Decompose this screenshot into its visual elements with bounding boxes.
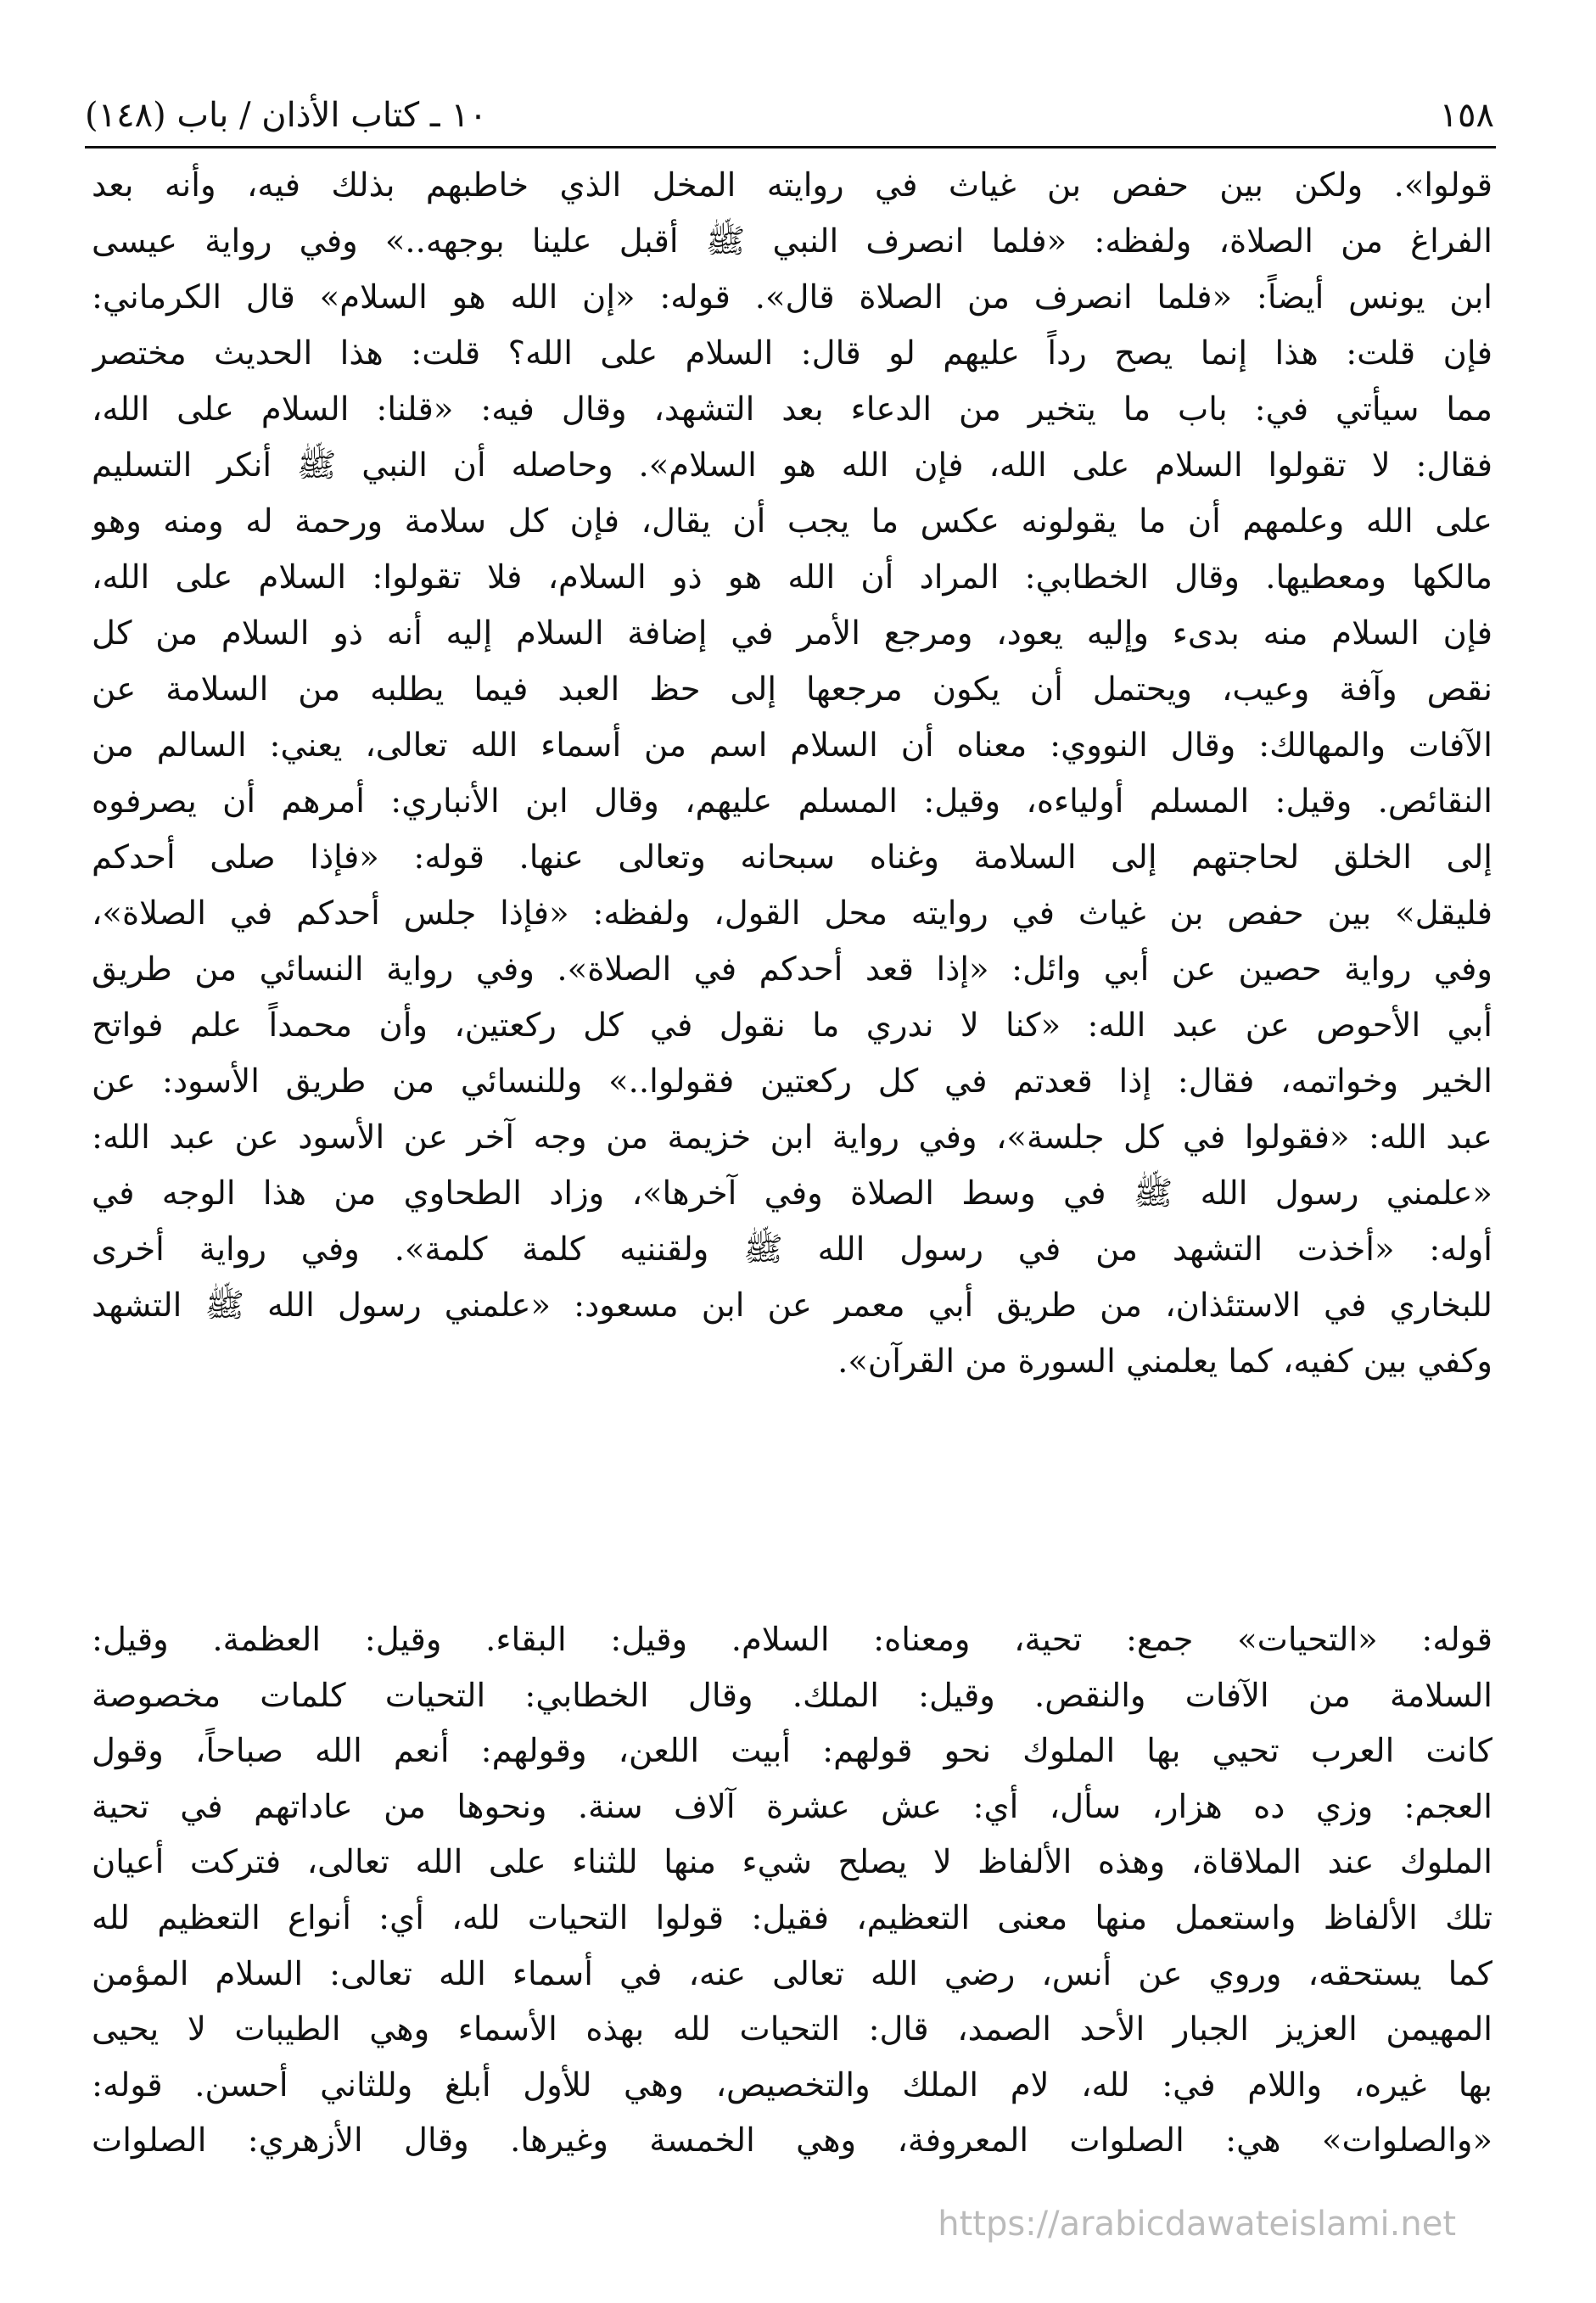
text-line: ابن يونس أيضاً: «فلما انصرف من الصلاة قال». قوله: «إن الله هو السلام» قال الكرماني: — [92, 278, 1492, 317]
commentary-paragraph-1 — [92, 158, 1492, 1390]
text-line: مالكها ومعطيها. وقال الخطابي: المراد أن الله هو ذو السلام، فلا تقولوا: السلام على الله، — [92, 558, 1492, 597]
page-number: ١٥٨ — [1439, 96, 1494, 135]
text-line: على الله وعلمهم أن ما يقولونه عكس ما يجب أن يقال، فإن كل سلامة ورحمة له ومنه وهو — [92, 502, 1492, 541]
text-line: وكفي بين كفيه، كما يعلمني السورة من القرآن». — [837, 1342, 1492, 1381]
text-line: الآفات والمهالك: وقال النووي: معناه أن السلام اسم من أسماء الله تعالى، يعني: السالم من — [92, 726, 1492, 765]
text-line: المهيمن العزيز الجبار الأحد الصمد، قال: التحيات لله بهذه الأسماء وهي الطيبات لا يحيى — [92, 2010, 1492, 2049]
commentary-paragraph-2 — [92, 1612, 1492, 2169]
text-line: أوله: «أخذت التشهد من في رسول الله ﷺ ولقننيه كلمة كلمة». وفي رواية أخرى — [92, 1230, 1492, 1269]
text-line: عبد الله: «فقولوا في كل جلسة»، وفي رواية ابن خزيمة من وجه آخر عن الأسود عن عبد الله: — [92, 1118, 1492, 1157]
text-line: السلامة من الآفات والنقص. وقيل: الملك. وقال الخطابي: التحيات كلمات مخصوصة — [92, 1676, 1492, 1715]
text-line: فإن السلام منه بدىء وإليه يعود، ومرجع الأمر في إضافة السلام إليه أنه ذو السلام من كل — [92, 614, 1492, 653]
text-line: قولوا». ولكن بين حفص بن غياث في روايته المخل الذي خاطبهم بذلك فيه، وأنه بعد — [92, 166, 1492, 205]
text-line: مما سيأتي في: باب ما يتخير من الدعاء بعد التشهد، وقال فيه: «قلنا: السلام على الله، — [92, 390, 1492, 429]
text-line: «والصلوات» هي: الصلوات المعروفة، وهي الخمسة وغيرها. وقال الأزهري: الصلوات — [92, 2121, 1492, 2160]
text-line: نقص وآفة وعيب، ويحتمل أن يكون مرجعها إلى حظ العبد فيما يطلبه من السلامة عن — [92, 670, 1492, 709]
text-line: وفي رواية حصين عن أبي وائل: «إذا قعد أحدكم في الصلاة». وفي رواية النسائي من طريق — [92, 950, 1492, 989]
text-line: العجم: وزي ده هزار، سأل، أي: عش عشرة آلاف سنة. ونحوها من عاداتهم في تحية — [92, 1787, 1492, 1826]
text-line: الفراغ من الصلاة، ولفظه: «فلما انصرف النبي ﷺ أقبل علينا بوجهه..» وفي رواية عيسى — [92, 222, 1492, 261]
text-line: كانت العرب تحيي بها الملوك نحو قولهم: أبيت اللعن، وقولهم: أنعم الله صباحاً، وقول — [92, 1732, 1492, 1771]
text-line: قوله: «التحيات» جمع: تحية، ومعناه: السلام. وقيل: البقاء. وقيل: العظمة. وقيل: — [92, 1621, 1492, 1659]
text-line: الخير وخواتمه، فقال: إذا قعدتم في كل ركعتين فقولوا..» وللنسائي من طريق الأسود: عن — [92, 1062, 1492, 1101]
website-watermark: https://arabicdawateislami.net — [938, 2205, 1456, 2244]
text-line: تلك الألفاظ واستعمل منها معنى التعظيم، فقيل: قولوا التحيات لله، أي: أنواع التعظيم لله — [92, 1898, 1492, 1937]
text-line: بها غيره، واللام في: لله، لام الملك والتخصيص، وهي للأول أبلغ وللثاني أحسن. قوله: — [92, 2065, 1492, 2104]
text-line: «علمني رسول الله ﷺ في وسط الصلاة وفي آخرها»، وزاد الطحاوي من هذا الوجه في — [92, 1174, 1492, 1213]
text-line: كما يستحقه، وروي عن أنس، رضي الله تعالى عنه، في أسماء الله تعالى: السلام المؤمن — [92, 1954, 1492, 1993]
text-line: فقال: لا تقولوا السلام على الله، فإن الله هو السلام». وحاصله أن النبي ﷺ أنكر التسليم — [92, 446, 1492, 485]
text-line: للبخاري في الاستئذان، من طريق أبي معمر عن ابن مسعود: «علمني رسول الله ﷺ التشهد — [92, 1286, 1492, 1325]
header-divider — [85, 146, 1496, 148]
text-line: فليقل» بين حفص بن غياث في روايته محل القول، ولفظه: «فإذا جلس أحدكم في الصلاة»، — [92, 894, 1492, 933]
text-line: أبي الأحوص عن عبد الله: «كنا لا ندري ما نقول في كل ركعتين، وأن محمداً علم فواتح — [92, 1006, 1492, 1045]
page-header — [85, 85, 1494, 146]
text-line: إلى الخلق لحاجتهم إلى السلامة وغناه سبحانه وتعالى عنها. قوله: «فإذا صلى أحدكم — [92, 838, 1492, 877]
text-line: فإن قلت: هذا إنما يصح رداً عليهم لو قال: السلام على الله؟ قلت: هذا الحديث مختصر — [92, 334, 1492, 373]
running-title: ١٠ ـ كتاب الأذان / باب (١٤٨) — [85, 96, 488, 135]
text-line: الملوك عند الملاقاة، وهذه الألفاظ لا يصلح شيء منها للثناء على الله تعالى، فتركت أعيان — [92, 1843, 1492, 1882]
text-line: النقائص. وقيل: المسلم أولياءه، وقيل: المسلم عليهم، وقال ابن الأنباري: أمرهم أن يصرفوه — [92, 782, 1492, 821]
